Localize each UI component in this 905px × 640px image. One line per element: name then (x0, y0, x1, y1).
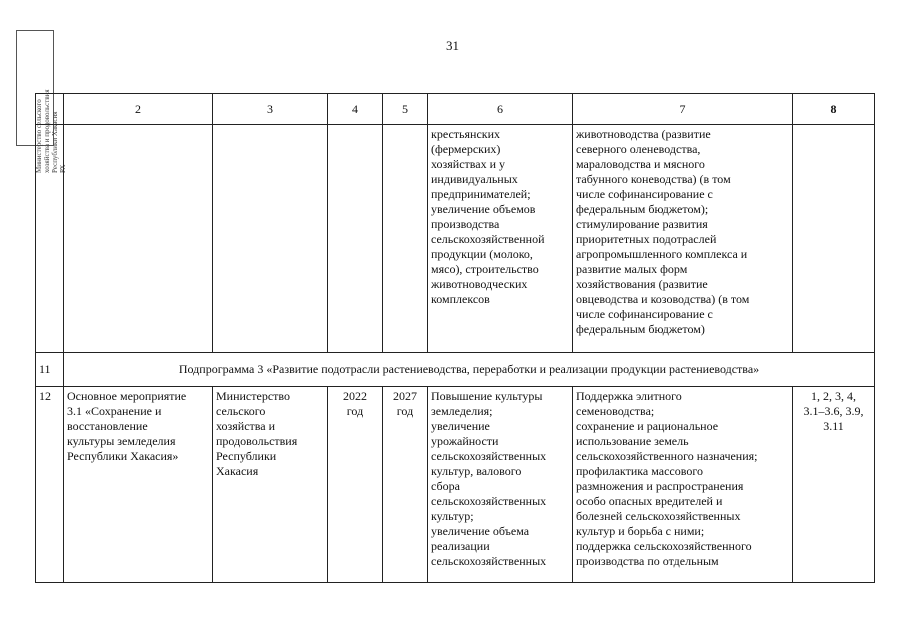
cell-col5: 2027 год (383, 387, 428, 583)
header-cell-7: 7 (573, 94, 793, 125)
header-cell-1 (36, 94, 64, 125)
cell-col4 (328, 125, 383, 353)
row-number: 12 (36, 387, 64, 583)
cell-col2: Основное мероприятие 3.1 «Сохранение и восстановление культуры земледелия Республики Хакасия» (64, 387, 213, 583)
cell-col6: Повышение культуры земледелия; увеличение урожайности сельскохозяйственных культур, валового сбора сельскохозяйственных культур; увеличение объема реализации сельскохозяйственных (428, 387, 573, 583)
header-cell-4: 4 (328, 94, 383, 125)
cell-col5 (383, 125, 428, 353)
cell-col6: крестьянских (фермерских) хозяйствах и у индивидуальных предпринимателей; увеличение объемов производства сельскохозяйственной продукции (молоко, мясо), строительство животноводческих комплексов (428, 125, 573, 353)
stamp-text: Министерство сельского хозяйства и продовольствия Республики Хакасия РХ (35, 89, 67, 173)
row-number: 11 (36, 353, 64, 387)
cell-num (36, 125, 64, 353)
table-row (36, 387, 875, 583)
header-cell-2: 2 (64, 94, 213, 125)
cell-col7: Поддержка элитного семеноводства; сохранение и рациональное использование земель сельскохозяйственного назначения; профилактика массового размножения и распространения особо опасных вредителей и болезней сельскохозяйственных культур и борьба с ними; поддержка сельскохозяйственного производства по отдельным (573, 387, 793, 583)
header-cell-8: 8 (793, 94, 875, 125)
header-cell-5: 5 (383, 94, 428, 125)
cell-col8: 1, 2, 3, 4, 3.1–3.6, 3.9, 3.11 (793, 387, 875, 583)
cell-col3 (213, 125, 328, 353)
header-cell-3: 3 (213, 94, 328, 125)
cell-col8 (793, 125, 875, 353)
subprogram-title: Подпрограмма 3 «Развитие подотрасли растениеводства, переработки и реализации продукции растениеводства» (64, 353, 875, 387)
program-table (35, 93, 875, 583)
header-cell-6: 6 (428, 94, 573, 125)
cell-col3: Министерство сельского хозяйства и продовольствия Республики Хакасия (213, 387, 328, 583)
cell-col7: животноводства (развитие северного оленеводства, мараловодства и мясного табунного коневодства) (в том числе софинансирование с федеральным бюджетом); стимулирование развития приоритетных подотраслей агропромышленного комплекса и развитие малых форм хозяйствования (развитие овцеводства и козоводства) (в том числе софинансирование с федеральным бюджетом) (573, 125, 793, 353)
page-number: 31 (446, 38, 459, 53)
cell-col2 (64, 125, 213, 353)
table-row (36, 125, 875, 353)
cell-col4: 2022 год (328, 387, 383, 583)
table-header-row (36, 94, 875, 125)
subprogram-row (36, 353, 875, 387)
